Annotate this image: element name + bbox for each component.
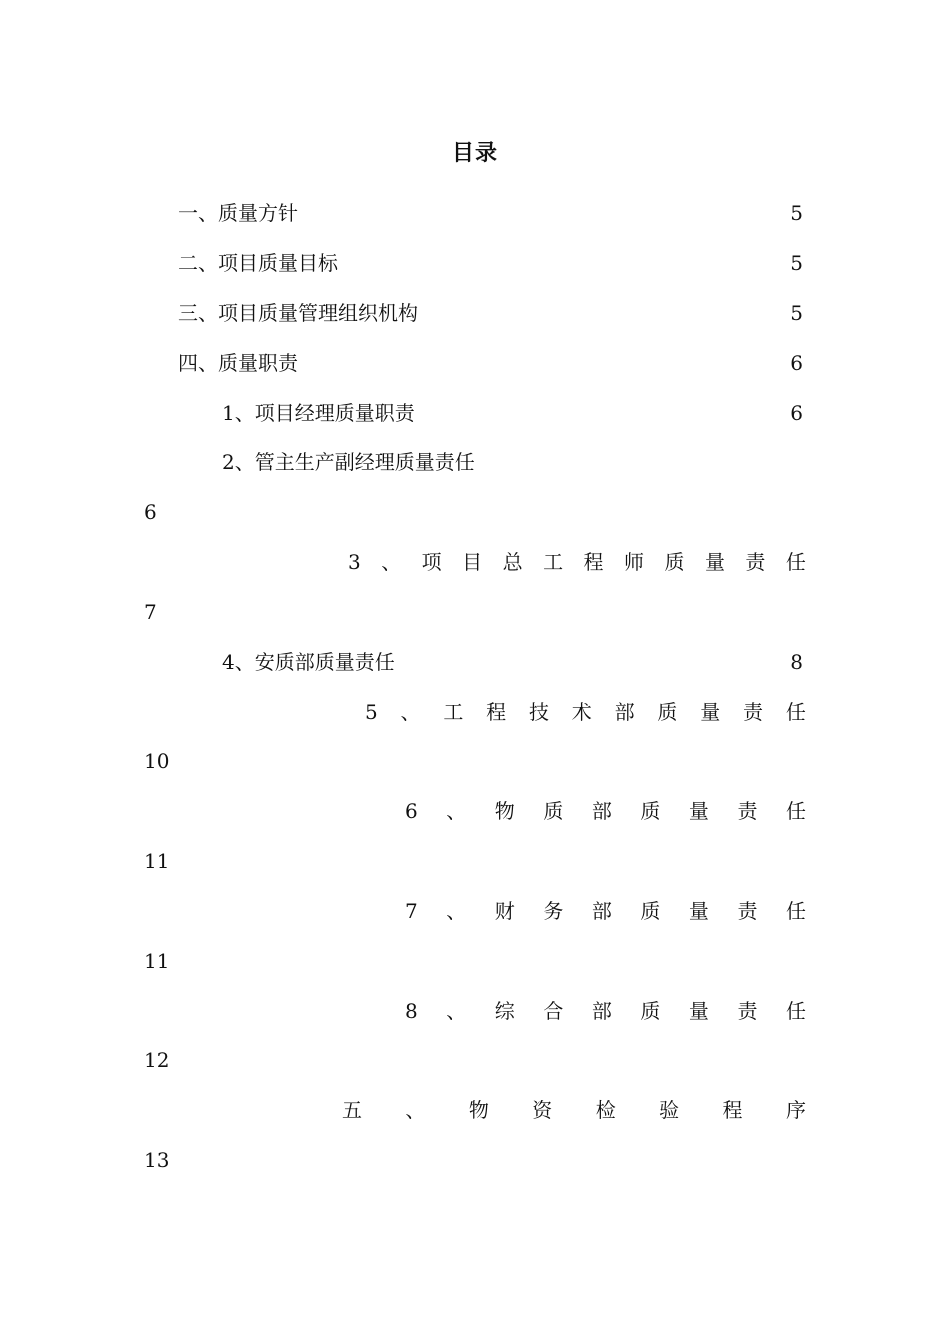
toc-entry-page: 11	[144, 949, 170, 973]
toc-entry-text: 四、质量职责	[178, 351, 298, 375]
toc-entry-text: 5 、 工 程 技 术 部 质 量 责 任	[365, 700, 806, 724]
toc-entry-text: 三、项目质量管理组织机构	[178, 301, 418, 325]
toc-entry-page: 6	[790, 401, 803, 425]
toc-entry-text: 4、安质部质量责任	[222, 650, 395, 674]
toc-entry-text: 一、质量方针	[178, 201, 298, 225]
toc-entry-page: 5	[790, 201, 803, 225]
toc-entry-text: 1、项目经理质量职责	[222, 401, 415, 425]
toc-entry-page: 5	[790, 301, 803, 325]
toc-entry-text: 五 、 物 资 检 验 程 序	[342, 1098, 806, 1122]
toc-entry-page: 5	[790, 251, 803, 275]
document-title: 目录	[451, 141, 498, 166]
toc-entry-page: 8	[790, 650, 803, 674]
toc-entry-page: 10	[144, 749, 170, 773]
toc-entry-text: 8 、 综 合 部 质 量 责 任	[405, 999, 806, 1023]
toc-entry-page: 12	[144, 1048, 170, 1072]
toc-entry-text: 2、管主生产副经理质量责任	[222, 450, 475, 474]
toc-entry-page: 6	[790, 351, 803, 375]
toc-entry-page: 13	[144, 1148, 170, 1172]
toc-entry-page: 6	[144, 500, 157, 524]
toc-entry-text: 6 、 物 质 部 质 量 责 任	[405, 799, 806, 823]
toc-entry-page: 11	[144, 849, 170, 873]
toc-entry-page: 7	[144, 600, 157, 624]
toc-entry-text: 二、项目质量目标	[178, 251, 338, 275]
toc-entry-text: 7 、 财 务 部 质 量 责 任	[405, 899, 806, 923]
toc-entry-text: 3 、 项 目 总 工 程 师 质 量 责 任	[348, 550, 806, 574]
